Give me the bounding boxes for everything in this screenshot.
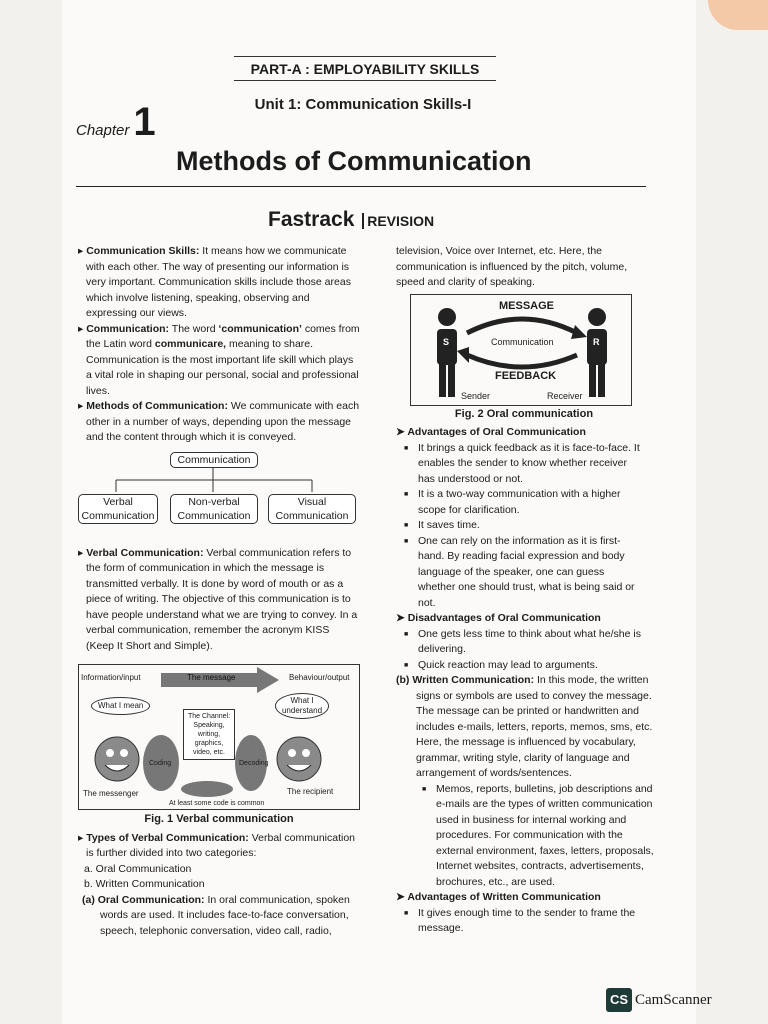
- left-column: [78, 244, 360, 939]
- right-column: [396, 244, 668, 937]
- adv-written-title: ➤ Advantages of Written Communication: [396, 891, 601, 903]
- camscanner-logo-icon: CS: [606, 988, 632, 1012]
- fig1-message-label: The message: [187, 673, 236, 682]
- dis-oral-title: ➤ Disadvantages of Oral Communication: [396, 612, 601, 624]
- para-oral: (a) Oral Communication: In oral communication, spoken words are used. It includes face-to-face conversation, speech, telephonic conversation, video call, radio,: [82, 893, 350, 937]
- fig1-channel-box: The Channel: Speaking, writing, graphics, video, etc.: [183, 709, 235, 760]
- fig1-behaviour-output: Behaviour/output: [289, 673, 350, 682]
- chapter-label: [76, 100, 156, 145]
- fig1-bubble-understand: What I understand: [275, 693, 329, 719]
- fig2-sender: Sender: [461, 390, 491, 401]
- category-oral: a. Oral Communication: [84, 862, 192, 875]
- para-communication-skills: ▸ Communication Skills: It means how we communicate with each other. The way of presenting our information is very important. Communication skills include those areas which involve listening, speaking, observing and expressing our views.: [78, 245, 351, 319]
- list-item: ■ It saves time.: [396, 518, 642, 534]
- para-methods: ▸ Methods of Communication: We communicate with each other in a number of ways, depending upon the message and the content through which it is conveyed.: [78, 400, 360, 443]
- list-item: ■ It brings a quick feedback as it is face-to-face. It enables the sender to know whether receiver has understood or not.: [396, 441, 642, 488]
- camscanner-text: CamScanner: [635, 992, 712, 1008]
- chapter-number: 1: [133, 100, 156, 144]
- revision-word: REVISION: [362, 213, 434, 229]
- para-types-verbal: ▸ Types of Verbal Communication: Verbal communication is further divided into two categories:: [78, 831, 356, 859]
- dis-oral-list: [396, 627, 642, 674]
- list-item: ■ Memos, reports, bulletins, job descriptions and e-mails are the types of written communication used in business for internal working and procedures. For communication with the external environment, faxes, letters, proposals, Internet websites, contracts, advertisements, brochures, etc., are used.: [414, 782, 660, 891]
- tree-nonverbal: Non-verbal Communication: [170, 494, 258, 524]
- adv-written-list: [396, 906, 642, 937]
- fig1-messenger: The messenger: [83, 789, 139, 798]
- chapter-word: Chapter: [76, 122, 130, 139]
- fig1-decoding: Decoding: [239, 760, 269, 767]
- category-written: b. Written Communication: [84, 878, 205, 890]
- list-item: ■ One can rely on the information as it is first-hand. By reading facial expression and body language of the speaker, one can guess whether one should trust, what is being said or not.: [396, 534, 642, 612]
- written-list: [396, 782, 660, 891]
- fig2-caption: Fig. 2 Oral communication: [454, 407, 594, 420]
- fastrack-word: Fastrack: [268, 208, 355, 231]
- fig2-communication: Communication: [491, 336, 554, 347]
- fig1-verbal-diagram: [78, 664, 360, 810]
- fig2-s: S: [443, 336, 450, 347]
- fig2-feedback: FEEDBACK: [495, 369, 557, 382]
- list-item: ■ It gives enough time to the sender to frame the message.: [396, 906, 642, 937]
- finger-corner: [708, 0, 768, 30]
- adv-oral-title: ➤ Advantages of Oral Communication: [396, 426, 586, 438]
- tree-verbal: Verbal Communication: [78, 494, 158, 524]
- fig1-coding: Coding: [149, 760, 172, 767]
- para-verbal: ▸ Verbal Communication: Verbal communication refers to the form of communication in which the message is transmitted verbally. It is done by word of mouth or as a piece of writing. The objective of this communication is to have people understand what we are trying to convey. In a verbal communication, remember the acronym KISS (Keep It Short and Simple).: [78, 546, 358, 652]
- fig1-info-input: Information/input: [81, 673, 141, 682]
- fig1-bubble-mean: What I mean: [91, 697, 150, 715]
- fig2-r: R: [593, 336, 600, 347]
- fig2-oral-diagram: [410, 294, 632, 406]
- fastrack-heading: [268, 208, 434, 232]
- tree-visual: Visual Communication: [268, 494, 356, 524]
- para-oral-cont: television, Voice over Internet, etc. Here, the communication is influenced by the pitch, volume, speed and clarity of speaking.: [396, 245, 628, 288]
- list-item: ■ Quick reaction may lead to arguments.: [396, 658, 642, 674]
- tree-root: Communication: [170, 452, 258, 468]
- adv-oral-list: [396, 441, 642, 612]
- fig1-code-common: At least some code is common: [169, 800, 265, 807]
- fig2-message: MESSAGE: [499, 299, 555, 312]
- page-title: Methods of Communication: [176, 146, 532, 176]
- list-item: ■ It is a two-way communication with a higher scope for clarification.: [396, 487, 642, 518]
- para-written: (b) Written Communication: In this mode, the written signs or symbols are used to convey the message. The message can be printed or handwritten and includes e-mails, letters, reports, memos, sms, etc. Here, the message is influenced by vocabulary, grammar, writing style, clarity of language and arrangement of words/sentences.: [396, 674, 653, 779]
- para-communication: ▸ Communication: The word ‘communication’ comes from the Latin word communicare, meaning to share. Communication is the most important life skill which plays a vital role in shaping our personal, social and professional lives.: [78, 322, 360, 397]
- part-heading: PART-A : EMPLOYABILITY SKILLS: [234, 56, 496, 81]
- fig1-caption: Fig. 1 Verbal communication: [144, 813, 294, 825]
- fig2-receiver: Receiver: [547, 390, 583, 401]
- fig1-recipient: The recipient: [287, 787, 334, 796]
- list-item: ■ One gets less time to think about what he/she is delivering.: [396, 627, 642, 658]
- communication-tree: [78, 446, 360, 546]
- unit-heading: Unit 1: Communication Skills-I: [254, 96, 472, 113]
- title-divider: [76, 186, 646, 187]
